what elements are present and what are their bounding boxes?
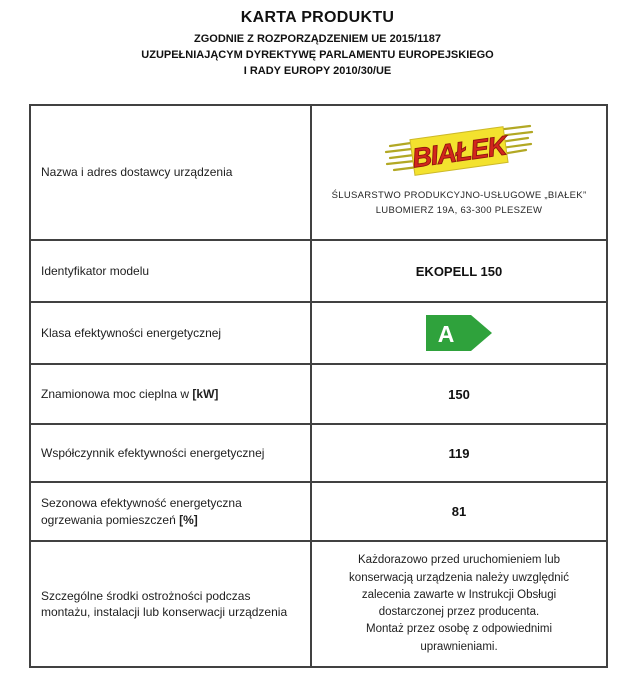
precautions-text-line2: Montaż przez osobę z odpowiednimi uprawnieniami. [365,623,553,653]
logo-plate-group [410,126,512,175]
seasonal-efficiency-unit: [%] [179,512,198,527]
table-row-efficiency-index [30,424,607,482]
logo-wordmark: BIAŁEK [410,130,509,174]
table-row-rated-power [30,364,607,424]
energy-class-arrow [425,314,493,352]
document-header [0,0,635,80]
page-title: KARTA PRODUKTU [240,9,395,26]
supplier-company-lines [332,189,587,218]
efficiency-index-value: 119 [311,424,607,482]
product-table [29,104,608,668]
rated-power-label [30,364,311,424]
subtitle-line-2: UZUPEŁNIAJĄCYM DYREKTYWĘ PARLAMENTU EUROPEJSKIEGO [141,48,494,61]
energy-class-arrow-icon [425,314,493,352]
seasonal-efficiency-label [30,482,311,541]
precautions-label: Szczególne środki ostrożności podczas montażu, instalacji lub konserwacji urządzenia [30,541,311,667]
model-value: EKOPELL 150 [311,240,607,302]
model-label: Identyfikator modelu [30,240,311,302]
table-row-supplier [30,105,607,240]
table-row-energy-class [30,302,607,364]
bialek-logo [384,119,534,183]
subtitle-line-3: I RADY EUROPY 2010/30/UE [243,64,392,77]
efficiency-index-label: Współczynnik efektywności energetycznej [30,424,311,482]
precautions-text [320,550,598,658]
table-row-precautions [30,541,607,667]
supplier-company-address: LUBOMIERZ 19A, 63-300 PLESZEW [375,204,543,216]
subtitle-line-1: ZGODNIE Z ROZPORZĄDZENIEM UE 2015/1187 [194,33,441,45]
energy-class-label: Klasa efektywności energetycznej [30,302,311,364]
supplier-block [320,111,598,234]
rated-power-unit: [kW] [192,386,219,401]
supplier-label: Nazwa i adres dostawcy urządzenia [30,105,311,240]
energy-arrow-shape [426,315,492,351]
page-subtitle [0,32,635,80]
bialek-logo-graphic [384,119,534,183]
energy-class-value-cell [311,302,607,364]
rated-power-label-text: Znamionowa moc cieplna w [41,386,190,401]
precautions-text-line1: Każdorazowo przed uruchomieniem lub konserwacją urządzenia należy uwzględnić zalecenia zawarte w Instrukcji Obsługi dostarczonej przez producenta. [349,554,569,618]
supplier-company-name: ŚLUSARSTWO PRODUKCYJNO-USŁUGOWE „BIAŁEK” [331,189,587,201]
seasonal-efficiency-label-text: Sezonowa efektywność energetyczna ogrzewania pomieszczeń [41,496,242,527]
precautions-value-cell [311,541,607,667]
supplier-value-cell [311,105,607,240]
table-row-model [30,240,607,302]
rated-power-value: 150 [311,364,607,424]
table-row-seasonal-efficiency [30,482,607,541]
energy-class-letter: A [437,321,455,347]
seasonal-efficiency-value: 81 [311,482,607,541]
